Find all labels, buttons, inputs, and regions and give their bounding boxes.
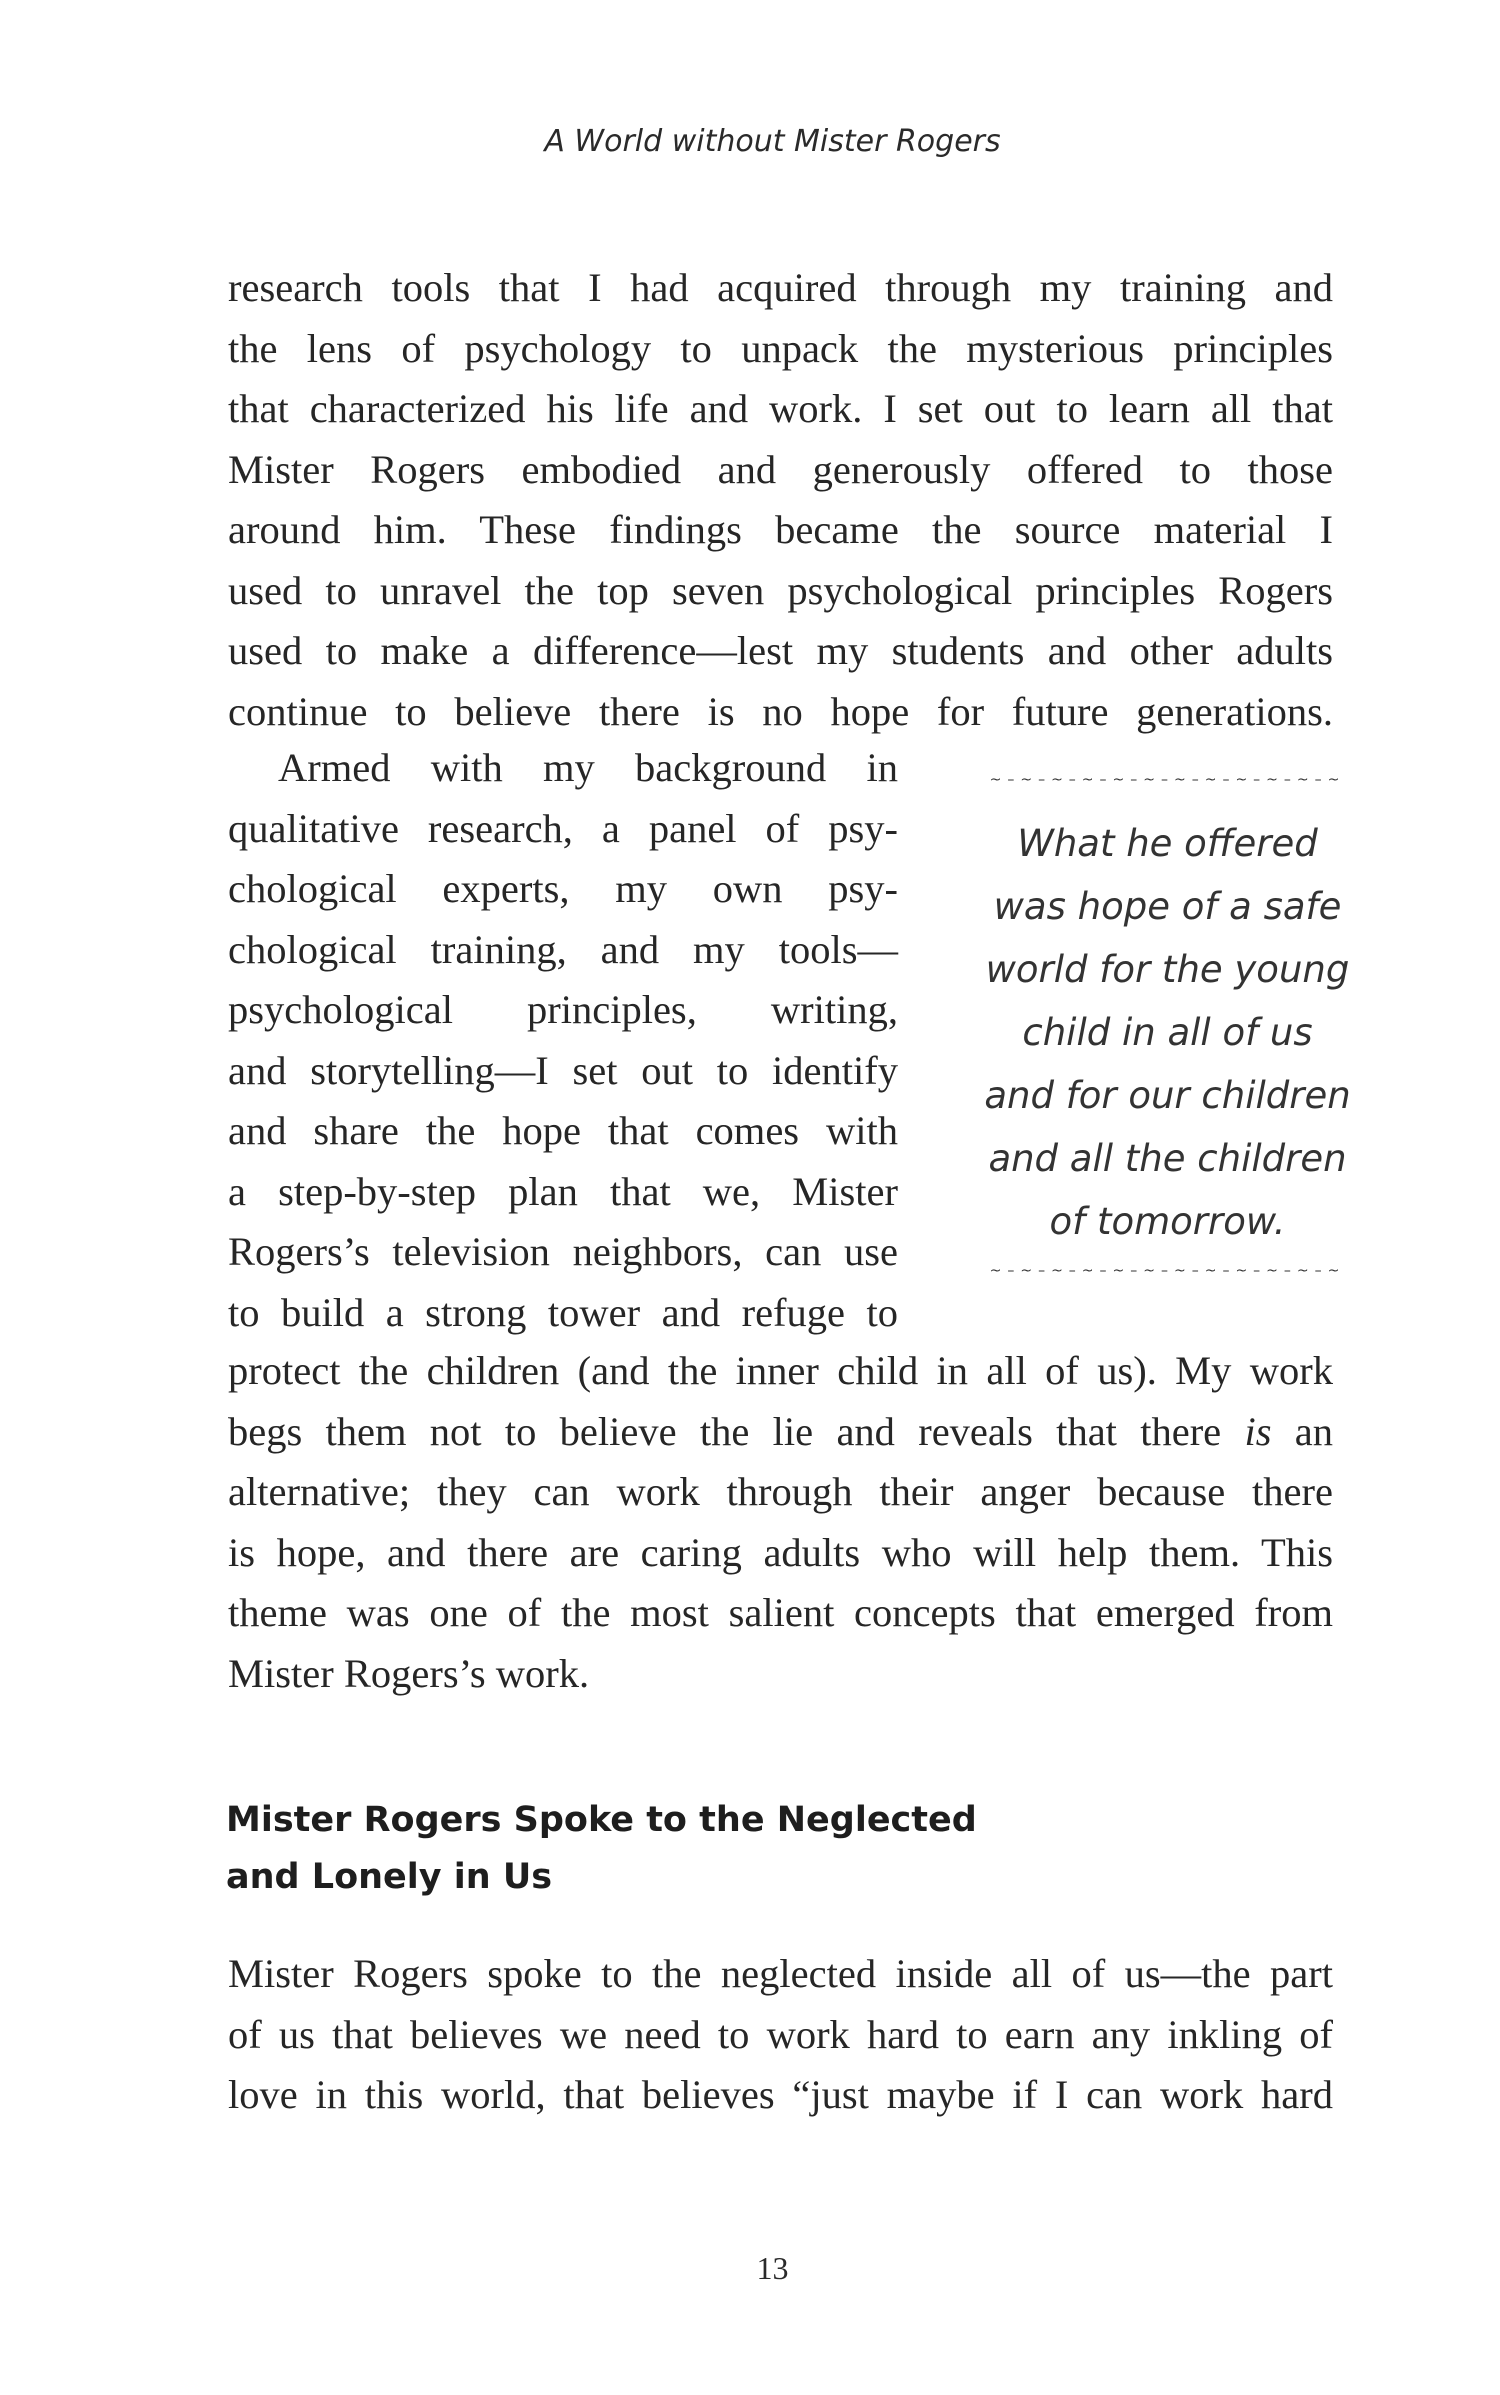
paragraph-line: Mister Rogers embodied and generously offered to those bbox=[228, 446, 1333, 492]
paragraph-line: the lens of psychology to unpack the mysterious principles bbox=[228, 325, 1333, 371]
paragraph-line: qualitative research, a panel of psy- bbox=[228, 805, 898, 851]
pull-quote-text bbox=[935, 812, 1400, 1253]
paragraph-line: and share the hope that comes with bbox=[228, 1108, 898, 1153]
paragraph-line: psychological principles, writing, bbox=[228, 987, 898, 1032]
paragraph-2-full bbox=[228, 1341, 1333, 1704]
pull-quote-bottom-rule: ~–~–~–~–~–~–~–~–~–~–~–~ bbox=[989, 1263, 1346, 1279]
pull-quote-top-rule: ~–~–~–~–~–~–~–~–~–~–~–~ bbox=[989, 772, 1346, 788]
paragraph-line: theme was one of the most salient concepts that emerged from bbox=[228, 1590, 1333, 1635]
paragraph-line: Mister Rogers’s work. bbox=[228, 1650, 590, 1696]
paragraph-line: around him. These findings became the source material I bbox=[228, 507, 1333, 552]
section-heading-line: Mister Rogers Spoke to the Neglected bbox=[226, 1800, 977, 1840]
pull-quote-line: world for the young bbox=[985, 948, 1350, 991]
paragraph-line bbox=[228, 1402, 1333, 1463]
paragraph-line: of us that believes we need to work hard to earn any inkling of bbox=[228, 2011, 1333, 2057]
pull-quote-line: child in all of us bbox=[1022, 1011, 1313, 1054]
page-number: 13 bbox=[756, 2250, 789, 2286]
pull-quote-line: and all the children bbox=[988, 1137, 1347, 1180]
paragraph-line: chological training, and my tools— bbox=[228, 926, 898, 972]
paragraph-line: Rogers’s television neighbors, can use bbox=[228, 1229, 898, 1274]
paragraph-line: alternative; they can work through their anger because there bbox=[228, 1469, 1333, 1514]
section-heading-line: and Lonely in Us bbox=[226, 1857, 553, 1897]
emphasis-text: is bbox=[1244, 1408, 1272, 1454]
pull-quote-line: What he offered bbox=[1017, 822, 1318, 865]
paragraph-line: used to make a difference—lest my students and other adults bbox=[228, 628, 1333, 673]
paragraph-line: research tools that I had acquired through my training and bbox=[228, 265, 1333, 310]
paragraph-line: chological experts, my own psy- bbox=[228, 866, 898, 911]
paragraph-line: continue to believe there is no hope for future generations. bbox=[228, 688, 1333, 734]
paragraph-2-wrapped bbox=[228, 738, 898, 1343]
pull-quote bbox=[935, 770, 1400, 1281]
paragraph-text: an bbox=[1271, 1408, 1333, 1454]
paragraph-line: Mister Rogers spoke to the neglected inside all of us—the part bbox=[228, 1951, 1333, 1996]
paragraph-line: protect the children (and the inner child in all of us). My work bbox=[228, 1348, 1333, 1393]
paragraph-line: is hope, and there are caring adults who will help them. This bbox=[228, 1529, 1333, 1575]
paragraph-line: and storytelling—I set out to identify bbox=[228, 1047, 898, 1093]
paragraph-line: that characterized his life and work. I set out to learn all that bbox=[228, 386, 1333, 431]
paragraph-line: used to unravel the top seven psychological principles Rogers bbox=[228, 567, 1333, 613]
paragraph-text: begs them not to believe the lie and reveals that there bbox=[228, 1408, 1245, 1454]
running-head: A World without Mister Rogers bbox=[544, 124, 1001, 159]
paragraph-line: to build a strong tower and refuge to bbox=[228, 1289, 898, 1335]
paragraph-3 bbox=[228, 1944, 1333, 2126]
paragraph-line: Armed with my background in bbox=[278, 745, 898, 790]
paragraph-line: a step-by-step plan that we, Mister bbox=[228, 1168, 898, 1214]
pull-quote-line: and for our children bbox=[984, 1074, 1351, 1117]
paragraph-line: love in this world, that believes “just maybe if I can work hard bbox=[228, 2072, 1333, 2117]
pull-quote-line: was hope of a safe bbox=[993, 885, 1342, 928]
section-heading bbox=[226, 1792, 1126, 1906]
pull-quote-line: of tomorrow. bbox=[1049, 1200, 1286, 1243]
paragraph-1 bbox=[228, 258, 1333, 742]
